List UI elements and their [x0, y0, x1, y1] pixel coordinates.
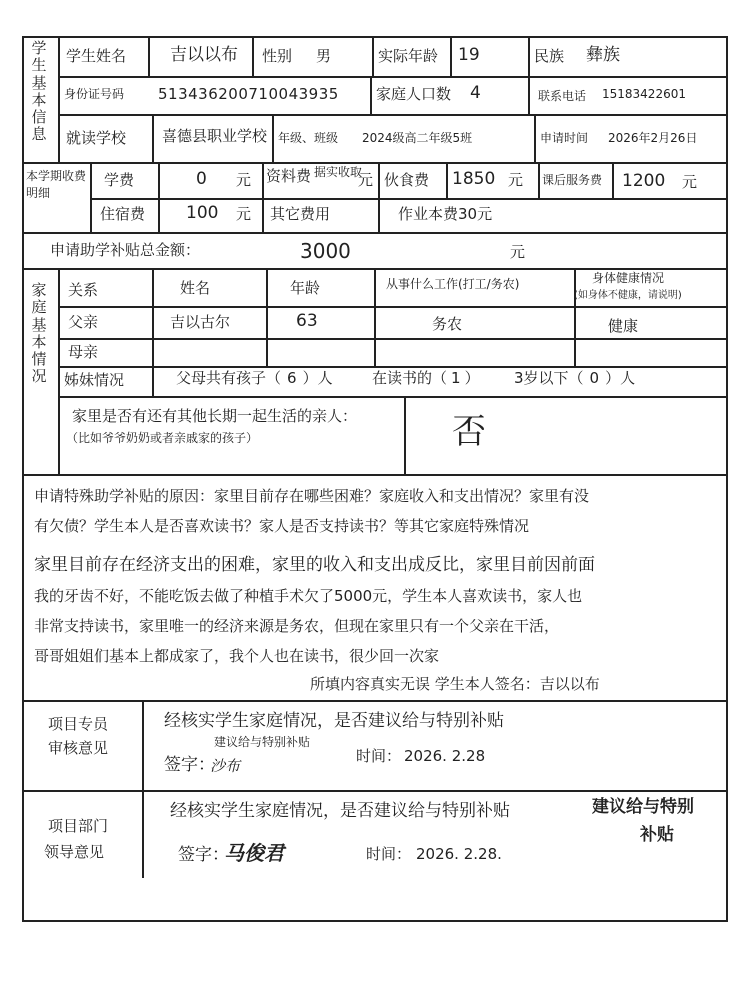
apply-time-label: 申请时间: [540, 131, 589, 145]
rule-fees-c5: [538, 162, 540, 198]
rule-family-c3: [374, 268, 376, 366]
rule-family-father: [60, 338, 728, 340]
father-label: 父亲: [68, 313, 99, 331]
review1-label-line1: 项目专员: [48, 715, 109, 733]
reason-prompt-line1: 申请特殊助学补贴的原因：家里目前存在哪些困难？家庭收入和支出情况？家里有没: [34, 487, 590, 505]
dependents-answer: 否: [452, 412, 486, 452]
rule-review-col: [142, 700, 144, 878]
family-col-relation: 关系: [68, 281, 99, 299]
reason-answer-line2: 我的牙齿不好，不能吃饭去做了种植手术欠了5000元，学生本人喜欢读书，家人也: [34, 587, 583, 605]
father-age: 63: [296, 311, 318, 331]
review2-time-value: 2026. 2.28.: [416, 845, 502, 863]
rule-ethnic-col: [528, 36, 530, 76]
review1-sign-label: 签字：: [164, 755, 215, 775]
extra-label: 课后服务费: [542, 173, 603, 187]
studying-count: 1: [451, 369, 461, 387]
material-label: 资料费: [266, 167, 312, 185]
rule-family-mother: [60, 366, 728, 368]
gender-label: 性别: [262, 47, 293, 65]
rule-family-header: [60, 306, 728, 308]
phone-value: 15183422601: [602, 87, 686, 101]
dependents-question: 家里是否有还有其他长期一起生活的亲人：: [72, 407, 358, 425]
rule-age-val: [450, 36, 452, 76]
review1-handwritten: 建议给与特别补贴: [214, 735, 311, 749]
rule-time-col: [534, 114, 536, 162]
rule-fees-c6: [612, 162, 614, 198]
family-size-label: 家庭人口数: [376, 85, 452, 103]
food-value: 1850: [452, 169, 496, 189]
other-fees-label: 其它费用: [270, 205, 331, 223]
material-note: 据实收取: [314, 165, 363, 179]
review1-text: 经核实学生家庭情况，是否建议给与特别补贴: [164, 711, 504, 731]
rule-fees-c2: [262, 162, 264, 232]
review2-signature: 马俊君: [224, 841, 284, 865]
reason-prompt-line2: 有欠债？学生本人是否喜欢读书？家人是否支持读书？等其它家庭特殊情况: [34, 517, 530, 535]
gender-value: 男: [316, 47, 332, 65]
subsidy-label: 申请助学补贴总金额：: [50, 241, 201, 259]
other-fees-value: 作业本费30元: [398, 205, 493, 223]
name-value: 吉以以布: [170, 45, 238, 65]
review2-sign-label: 签字：: [178, 845, 229, 865]
review1-time-label: 时间：: [356, 747, 402, 765]
lodging-value: 100: [186, 203, 219, 223]
rule-basic-end: [22, 162, 728, 164]
school-label: 就读学校: [66, 129, 127, 147]
name-label: 学生姓名: [66, 47, 127, 65]
subsidy-amount: 3000: [300, 239, 351, 263]
extra-unit: 元: [682, 173, 698, 191]
review2-handwritten-line2: 补贴: [640, 825, 674, 845]
family-col-health-note: (如身体不健康，请说明): [574, 290, 682, 301]
rule-siblings-col: [152, 366, 154, 396]
under3-row: 3岁以下（ 0 ）人: [514, 369, 636, 387]
apply-time-value: 2026年2月26日: [608, 131, 698, 145]
school-value: 喜德县职业学校: [162, 127, 268, 145]
rule-grade-col: [272, 114, 274, 162]
rule-family-section: [58, 268, 60, 474]
extra-value: 1200: [622, 171, 666, 191]
lodging-unit: 元: [236, 205, 252, 223]
id-value: 513436200710043935: [158, 85, 339, 103]
rule-fees-section: [90, 162, 92, 232]
subsidy-unit: 元: [510, 243, 526, 261]
reason-declaration: 所填内容真实无误 学生本人签名：吉以以布: [310, 675, 600, 693]
review1-label-line2: 审核意见: [48, 739, 109, 757]
phone-label: 联系电话: [538, 89, 587, 103]
rule-basic-section: [58, 36, 60, 162]
rule-id-col: [370, 76, 372, 114]
family-col-job: 从事什么工作(打工/务农): [386, 277, 520, 291]
tuition-unit: 元: [236, 171, 252, 189]
rule-dependents-col: [404, 396, 406, 474]
rule-review1-end: [22, 790, 728, 792]
rule-reason-end: [22, 700, 728, 702]
ethnic-label: 民族: [534, 47, 565, 65]
under3-count: 0: [589, 369, 600, 387]
rule-family-c4: [574, 268, 576, 366]
mother-label: 母亲: [68, 343, 99, 361]
rule-fees-c4: [446, 162, 448, 198]
rule-fees-c3: [378, 162, 380, 232]
rule-school-col: [152, 114, 154, 162]
fees-section-label: 本学期收费明细: [26, 169, 87, 200]
review2-text: 经核实学生家庭情况，是否建议给与特别补贴: [170, 801, 510, 821]
ethnic-value: 彝族: [586, 45, 620, 65]
review2-label-line2: 领导意见: [44, 843, 105, 861]
rule-gender-col: [252, 36, 254, 76]
rule-basic-1: [60, 76, 728, 78]
reason-answer-line1: 家里目前存在经济支出的困难，家里的收入和支出成反比，家里目前因前面: [34, 555, 595, 575]
siblings-total: 6: [287, 369, 297, 387]
rule-family-end: [22, 474, 728, 476]
review1-time-value: 2026. 2.28: [404, 747, 486, 765]
rule-family-c1: [152, 268, 154, 366]
food-label: 伙食费: [384, 171, 430, 189]
review1-signature: 沙布: [210, 757, 241, 775]
rule-name-col: [148, 36, 150, 76]
rule-fees-end: [22, 232, 728, 234]
studying-row: 在读书的（ 1 ）: [372, 369, 480, 387]
age-value: 19: [458, 45, 480, 65]
grade-label: 年级、班级: [278, 131, 339, 145]
review2-time-label: 时间：: [366, 845, 412, 863]
father-health: 健康: [608, 317, 639, 335]
rule-phone-col: [528, 76, 530, 114]
reason-answer-line3: 非常支持读书，家里唯一的经济来源是务农，但现在家里只有一个父亲在干活，: [34, 617, 560, 635]
age-label: 实际年龄: [378, 47, 439, 65]
family-size-value: 4: [470, 83, 481, 103]
reason-answer-line4: 哥哥姐姐们基本上都成家了，我个人也在读书，很少回一次家: [34, 647, 440, 665]
review2-label-line1: 项目部门: [48, 817, 109, 835]
siblings-total-row: 父母共有孩子（ 6 ）人: [176, 369, 333, 387]
family-col-name: 姓名: [180, 279, 211, 297]
material-unit: 元: [358, 171, 374, 189]
family-col-age: 年龄: [290, 279, 321, 297]
rule-age-col: [372, 36, 374, 76]
basic-info-section-label: 学生基本信息: [31, 39, 47, 144]
dependents-note: （比如爷爷奶奶或者亲戚家的孩子）: [66, 431, 259, 445]
id-label: 身份证号码: [64, 87, 125, 101]
rule-family-c2: [266, 268, 268, 366]
rule-fees-c1: [158, 162, 160, 232]
grade-value: 2024级高二年级5班: [362, 131, 473, 145]
tuition-value: 0: [196, 169, 207, 189]
father-job: 务农: [432, 315, 463, 333]
family-section-label: 家庭基本情况: [31, 281, 47, 386]
lodging-label: 住宿费: [100, 205, 146, 223]
review2-handwritten-line1: 建议给与特别: [592, 797, 694, 817]
rule-family-siblings: [60, 396, 728, 398]
rule-fees-mid: [90, 198, 728, 200]
father-name: 吉以古尔: [170, 313, 231, 331]
siblings-label: 姊妹情况: [64, 371, 125, 389]
family-col-health: 身体健康情况: [592, 271, 665, 285]
tuition-label: 学费: [104, 171, 135, 189]
food-unit: 元: [508, 171, 524, 189]
rule-basic-2: [60, 114, 728, 116]
